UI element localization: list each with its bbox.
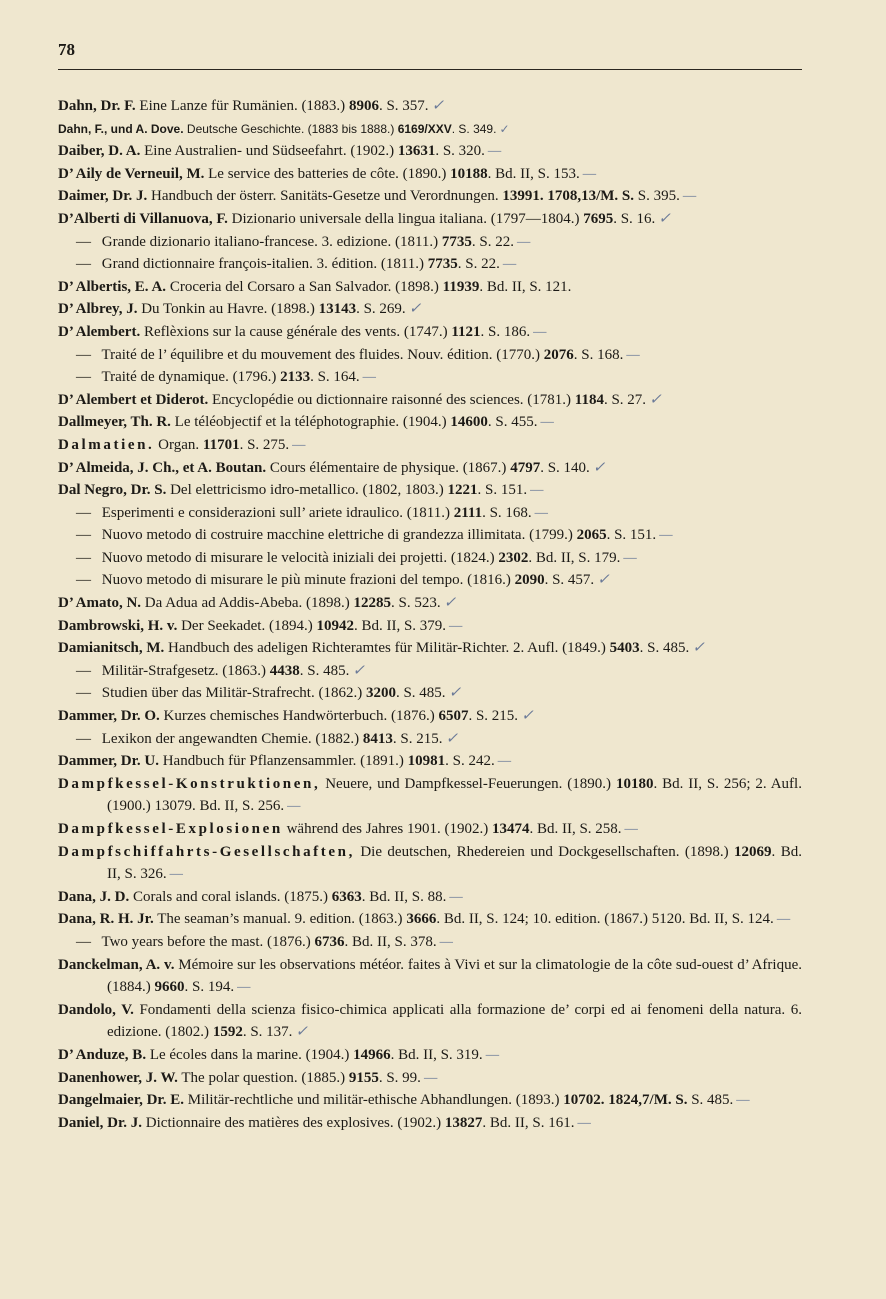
- entry-check-mark: ✓: [448, 685, 462, 702]
- catalog-entry: [58, 999, 802, 1044]
- entry-check-mark: —: [169, 866, 183, 883]
- entry-dash: —: [76, 662, 91, 679]
- entry-number: 1221: [447, 482, 478, 499]
- header-rule: [58, 69, 802, 70]
- entry-author: Dambrowski, H. v.: [58, 617, 178, 634]
- catalog-entry: [58, 118, 802, 141]
- entry-title: Eine Australien- und Südseefahrt. (1902.): [140, 143, 398, 160]
- entry-number: 7735: [441, 233, 472, 250]
- entry-reference: . S. 215.: [468, 708, 519, 725]
- entry-number: 10942: [316, 617, 354, 634]
- entry-reference: S. 485.: [687, 1092, 734, 1109]
- entry-title: Militär-rechtliche und militär-ethische Abhandlungen. (1893.): [183, 1092, 564, 1109]
- entry-title: Nuovo metodo di misurare le più minute frazioni del tempo. (1816.): [98, 572, 515, 589]
- entry-number: 10188: [450, 165, 488, 182]
- entry-check-mark: —: [659, 527, 673, 544]
- page-number: 78: [58, 40, 75, 59]
- entry-number: 14600: [450, 414, 488, 431]
- entry-author: Dana, J. D.: [58, 888, 130, 905]
- entry-reference: . S. 194.: [184, 979, 235, 996]
- entry-number: 2065: [576, 527, 607, 544]
- catalog-entry: [58, 95, 802, 118]
- entry-title: Two years before the mast. (1876.): [98, 933, 315, 950]
- entry-heading: Dampfschiffahrts-Gesellschaften,: [58, 843, 355, 860]
- entry-check-mark: ✓: [649, 391, 662, 408]
- entry-title: Lexikon der angewandten Chemie. (1882.): [98, 730, 363, 747]
- entry-check-mark: ✓: [499, 121, 510, 136]
- entry-title: Grand dictionnaire françois-italien. 3. édition. (1811.): [98, 256, 428, 273]
- catalog-entry: [58, 140, 802, 163]
- catalog-entry: [58, 637, 802, 660]
- catalog-entry: [58, 411, 802, 434]
- entry-reference: . S. 275.: [239, 436, 290, 453]
- entry-check-mark: —: [485, 1046, 500, 1063]
- entry-title: Le service des batteries de côte. (1890.): [204, 165, 451, 182]
- entry-check-mark: —: [533, 323, 547, 340]
- entry-number: 1592: [212, 1024, 243, 1041]
- catalog-entry: [58, 185, 802, 208]
- entry-number: 13827: [444, 1114, 483, 1131]
- catalog-entry: [58, 276, 802, 299]
- entry-title: Militär-Strafgesetz. (1863.): [98, 662, 270, 679]
- entry-dash: —: [76, 233, 91, 250]
- entry-author: D’ Alembert.: [58, 323, 141, 340]
- catalog-entry: [58, 682, 802, 705]
- entry-author: Dammer, Dr. U.: [58, 753, 159, 770]
- entry-dash: —: [76, 549, 91, 566]
- catalog-entry: [58, 728, 802, 751]
- entry-check-mark: —: [287, 798, 301, 815]
- entry-reference: . S. 269.: [356, 301, 406, 318]
- entry-author: Dana, R. H. Jr.: [58, 911, 154, 928]
- entry-check-mark: —: [534, 504, 549, 521]
- entry-check-mark: —: [577, 1114, 591, 1131]
- entry-author: Daimer, Dr. J.: [58, 188, 148, 205]
- entry-reference: . S. 140.: [540, 459, 590, 476]
- entry-check-mark: —: [423, 1069, 438, 1086]
- entry-author: Dahn, F., und A. Dove.: [58, 121, 184, 136]
- entry-reference: . Bd. II, S. 378.: [344, 933, 437, 950]
- entry-reference: . S. 485.: [395, 685, 446, 702]
- catalog-entry: [58, 298, 802, 321]
- entry-check-mark: —: [487, 143, 502, 160]
- entry-dash: —: [76, 369, 91, 386]
- entry-author: Dallmeyer, Th. R.: [58, 414, 171, 431]
- entry-author: Danckelman, A. v.: [58, 956, 175, 973]
- entry-reference: . S. 99.: [378, 1069, 421, 1086]
- entry-dash: —: [76, 730, 91, 747]
- entry-title: Studien über das Militär-Strafrecht. (1862.): [98, 685, 366, 702]
- catalog-entry: [58, 908, 802, 931]
- catalog-entry: [58, 569, 802, 592]
- catalog-entry: [58, 434, 802, 457]
- entry-dash: —: [76, 933, 91, 950]
- entry-author: D’ Amato, N.: [58, 595, 142, 612]
- catalog-entry: [58, 479, 802, 502]
- entry-number: 9660: [154, 979, 185, 996]
- entry-title: Handbuch des adeligen Richteramtes für Militär-Richter. 2. Aufl. (1849.): [164, 640, 610, 657]
- entry-title: Esperimenti e considerazioni sull’ ariete idraulico. (1811.): [98, 504, 454, 521]
- entry-heading: Dampfkessel-Explosionen: [58, 821, 283, 837]
- entry-author: D’ Albertis, E. A.: [58, 278, 167, 295]
- catalog-entry: [58, 954, 802, 999]
- entry-title: Du Tonkin au Havre. (1898.): [137, 301, 319, 318]
- entry-check-mark: ✓: [352, 662, 365, 679]
- entry-title: Deutsche Geschichte. (1883 bis 1888.): [183, 121, 398, 136]
- entry-check-mark: —: [516, 233, 531, 250]
- catalog-entry: [58, 750, 802, 773]
- entry-check-mark: —: [449, 617, 463, 634]
- entry-check-mark: ✓: [445, 730, 459, 747]
- entry-title: Cours élémentaire de physique. (1867.): [266, 459, 511, 476]
- entry-author: Damianitsch, M.: [58, 640, 165, 657]
- entry-reference: . S. 151.: [606, 527, 657, 544]
- entry-reference: . S. 457.: [544, 572, 595, 589]
- entry-number: 13631: [397, 143, 436, 160]
- entry-reference: . Bd. II, S. 326.: [107, 843, 802, 883]
- entry-author: D’ Alembert et Diderot.: [58, 391, 209, 408]
- entry-title: The seaman’s manual. 9. edition. (1863.): [153, 911, 407, 928]
- entry-check-mark: —: [439, 933, 453, 950]
- catalog-entry: [58, 705, 802, 728]
- entry-reference: . Bd. II, S. 88.: [361, 888, 447, 905]
- entry-reference: . S. 16.: [613, 210, 656, 227]
- entry-check-mark: ✓: [597, 572, 610, 589]
- entry-dash: —: [76, 527, 91, 544]
- entry-dash: —: [76, 346, 91, 363]
- entry-check-mark: —: [530, 482, 544, 499]
- entry-reference: . S. 215.: [392, 730, 443, 747]
- entry-reference: . Bd. II, S. 161.: [482, 1114, 575, 1131]
- entry-number: 11701: [202, 436, 240, 453]
- entry-number: 9155: [348, 1069, 379, 1086]
- entry-title: Eine Lanze für Rumänien. (1883.): [135, 98, 349, 114]
- entry-heading: Dampfkessel-Konstruktionen,: [58, 775, 321, 792]
- catalog-entry: [58, 321, 802, 344]
- entry-check-mark: —: [682, 188, 697, 205]
- entry-check-mark: —: [362, 369, 376, 386]
- entry-author: Danenhower, J. W.: [58, 1069, 178, 1086]
- entry-number: 2133: [280, 369, 311, 386]
- entry-reference: S. 395.: [634, 188, 680, 205]
- catalog-entry: [58, 208, 802, 231]
- entry-check-mark: —: [582, 165, 597, 182]
- entry-reference: . S. 168.: [482, 504, 532, 521]
- entry-check-mark: —: [624, 821, 638, 837]
- entry-title: Fondamenti della scienza fisico-chimica applicati alla formazione de’ corpi ed ai fenomeni della natura. 6. edizione. (1802.): [107, 1001, 802, 1041]
- entry-author: D’ Albrey, J.: [58, 301, 138, 318]
- entry-check-mark: ✓: [431, 98, 445, 114]
- entry-title: Reflèxions sur la cause générale des vents. (1747.): [140, 323, 452, 340]
- entry-author: Dandolo, V.: [58, 1001, 134, 1018]
- entry-reference: . Bd. II, S. 379.: [353, 617, 447, 634]
- entry-check-mark: —: [736, 1092, 750, 1109]
- entry-check-mark: —: [502, 256, 517, 273]
- entry-number: 10180: [615, 775, 654, 792]
- entry-check-mark: —: [540, 414, 554, 431]
- entry-reference: . S. 485.: [299, 662, 350, 679]
- entry-check-mark: —: [623, 549, 637, 566]
- entry-author: D’Alberti di Villanuova, F.: [58, 210, 228, 227]
- entry-check-mark: ✓: [692, 640, 705, 657]
- entry-author: Dal Negro, Dr. S.: [58, 482, 167, 499]
- entry-reference: . S. 320.: [435, 143, 485, 160]
- entry-reference: . S. 349.: [451, 121, 497, 136]
- entry-reference: . Bd. II, S. 179.: [528, 549, 621, 566]
- entry-reference: . S. 164.: [310, 369, 360, 386]
- entry-reference: . S. 22.: [471, 233, 514, 250]
- entry-title: Traité de dynamique. (1796.): [98, 369, 281, 386]
- entry-title: Del elettricismo idro-metallico. (1802, 1803.): [166, 482, 448, 499]
- catalog-entry: [58, 163, 802, 186]
- entry-title: Dizionario universale della lingua italiana. (1797—1804.): [227, 210, 584, 227]
- entry-check-mark: ✓: [521, 708, 534, 725]
- entry-title: Le téléobjectif et la téléphotographie. (1904.): [170, 414, 451, 431]
- entry-number: 6736: [314, 933, 345, 950]
- entry-dash: —: [76, 572, 91, 589]
- entry-number: 1184: [574, 391, 604, 408]
- entry-check-mark: —: [292, 436, 306, 453]
- entry-check-mark: —: [497, 753, 512, 770]
- entry-reference: . S. 242.: [445, 753, 495, 770]
- entry-number: 5403: [609, 640, 640, 657]
- entry-title: Nuovo metodo di misurare le velocità iniziali dei projetti. (1824.): [98, 549, 499, 566]
- entry-reference: . S. 137.: [242, 1024, 293, 1041]
- entry-title: Croceria del Corsaro a San Salvador. (1898.): [166, 278, 443, 295]
- entry-reference: . S. 485.: [639, 640, 690, 657]
- entry-title: The polar question. (1885.): [177, 1069, 349, 1086]
- entry-check-mark: —: [626, 346, 640, 363]
- entry-dash: —: [76, 256, 91, 273]
- entry-title: Encyclopédie ou dictionnaire raisonné des sciences. (1781.): [208, 391, 575, 408]
- entry-reference: . S. 186.: [480, 323, 531, 340]
- entry-title: Nuovo metodo di costruire macchine elettriche di grandezza illimitata. (1799.): [98, 527, 577, 544]
- entry-reference: . S. 357.: [378, 98, 429, 114]
- entry-reference: . Bd. II, S. 256; 2. Aufl. (1900.) 13079. Bd. II, S. 256.: [107, 775, 802, 815]
- catalog-entry: [58, 457, 802, 480]
- entry-title: Dictionnaire des matières des explosives. (1902.): [142, 1114, 445, 1131]
- entry-reference: . S. 455.: [487, 414, 538, 431]
- entry-check-mark: ✓: [658, 210, 671, 227]
- entry-number: 4797: [510, 459, 541, 476]
- entry-reference: . Bd. II, S. 124; 10. edition. (1867.) 5120. Bd. II, S. 124.: [436, 911, 774, 928]
- entry-title: während des Jahres 1901. (1902.): [282, 821, 492, 837]
- entry-number: 10981: [407, 753, 446, 770]
- catalog-entry: [58, 660, 802, 683]
- catalog-entry: [58, 592, 802, 615]
- entry-author: Daniel, Dr. J.: [58, 1114, 143, 1131]
- entry-number: 6507: [438, 708, 469, 725]
- entry-author: D’ Anduze, B.: [58, 1046, 147, 1063]
- entry-author: Daiber, D. A.: [58, 143, 141, 160]
- entry-number: 11939: [442, 278, 480, 295]
- entry-title: Da Adua ad Addis-Abeba. (1898.): [141, 595, 354, 612]
- entry-check-mark: ✓: [592, 459, 606, 476]
- entry-number: 2076: [543, 346, 574, 363]
- entry-check-mark: ✓: [408, 301, 422, 318]
- entry-author: D’ Aily de Verneuil, M.: [58, 165, 205, 182]
- entry-number: 7735: [427, 256, 458, 273]
- entry-reference: . S. 523.: [391, 595, 441, 612]
- entry-number: 6169/XXV: [397, 121, 452, 136]
- entry-number: 10702. 1824,7/M. S.: [563, 1092, 688, 1109]
- entry-reference: . S. 27.: [603, 391, 647, 408]
- entry-reference: . S. 151.: [477, 482, 528, 499]
- entry-number: 13474: [491, 821, 530, 837]
- entry-number: 2302: [498, 549, 529, 566]
- entry-reference: . Bd. II, S. 153.: [487, 165, 580, 182]
- entry-number: 8413: [362, 730, 393, 747]
- entry-title: Traité de l’ équilibre et du mouvement des fluides. Nouv. édition. (1770.): [98, 346, 544, 363]
- entry-author: Dammer, Dr. O.: [58, 708, 160, 725]
- entry-number: 2111: [453, 504, 483, 521]
- catalog-entry: [58, 1067, 802, 1090]
- entry-number: 13991. 1708,13/M. S.: [502, 188, 635, 205]
- entry-check-mark: —: [237, 979, 251, 996]
- catalog-entry: [58, 231, 802, 254]
- entry-title: Grande dizionario italiano-francese. 3. edizione. (1811.): [98, 233, 442, 250]
- catalog-entry: [58, 1089, 802, 1112]
- entry-number: 4438: [269, 662, 300, 679]
- entry-author: D’ Almeida, J. Ch., et A. Boutan.: [58, 459, 267, 476]
- catalog-entry: [58, 931, 802, 954]
- entry-number: 13143: [318, 301, 357, 318]
- entry-reference: . Bd. II, S. 319.: [390, 1046, 483, 1063]
- catalog-entry: [58, 773, 802, 818]
- entry-number: 3200: [365, 685, 396, 702]
- entry-title: Kurzes chemisches Handwörterbuch. (1876.): [159, 708, 439, 725]
- catalog-entry: [58, 1112, 802, 1135]
- catalog-entry: [58, 524, 802, 547]
- entry-number: 6363: [331, 888, 362, 905]
- entry-number: 2090: [514, 572, 545, 589]
- entry-check-mark: ✓: [295, 1024, 308, 1041]
- entry-reference: . S. 168.: [573, 346, 624, 363]
- catalog-entry: [58, 547, 802, 570]
- entry-number: 8906: [348, 98, 379, 114]
- entry-number: 1121: [451, 323, 481, 340]
- catalog-entry: [58, 886, 802, 909]
- entry-title: Der Seekadet. (1894.): [177, 617, 317, 634]
- entry-title: Handbuch für Pflanzensammler. (1891.): [158, 753, 408, 770]
- entry-dash: —: [76, 504, 91, 521]
- entry-title: Handbuch der österr. Sanitäts-Gesetze und Verordnungen.: [147, 188, 503, 205]
- entry-author: Dahn, Dr. F.: [58, 98, 136, 114]
- entry-number: 12285: [353, 595, 392, 612]
- entry-heading: Dalmatien.: [58, 436, 155, 453]
- entry-title: Organ.: [154, 436, 203, 453]
- entry-list: [58, 95, 802, 1134]
- entry-title: Mémoire sur les observations météor. faites à Vivi et sur la climatologie de la côte sud-ouest d’ Afrique. (1884.): [107, 956, 802, 996]
- entry-reference: . Bd. II, S. 121.: [479, 278, 572, 295]
- catalog-entry: [58, 1044, 802, 1067]
- entry-number: 14966: [353, 1046, 391, 1063]
- entry-title: Le écoles dans la marine. (1904.): [146, 1046, 354, 1063]
- entry-number: 12069: [734, 843, 772, 860]
- entry-number: 3666: [406, 911, 437, 928]
- catalog-entry: [58, 818, 802, 841]
- catalog-entry: [58, 841, 802, 886]
- entry-reference: . Bd. II, S. 258.: [529, 821, 622, 837]
- entry-check-mark: —: [449, 888, 463, 905]
- catalog-entry: [58, 389, 802, 412]
- entry-check-mark: —: [776, 911, 791, 928]
- entry-reference: . S. 22.: [457, 256, 500, 273]
- catalog-entry: [58, 366, 802, 389]
- entry-title: Neuere, und Dampfkessel-Feuerungen. (1890.): [320, 775, 616, 792]
- catalog-entry: [58, 502, 802, 525]
- catalog-entry: [58, 615, 802, 638]
- entry-number: 7695: [583, 210, 614, 227]
- entry-check-mark: ✓: [443, 595, 457, 612]
- catalog-entry: [58, 344, 802, 367]
- entry-author: Dangelmaier, Dr. E.: [58, 1092, 184, 1109]
- entry-title: Die deutschen, Rhedereien und Dockgesellschaften. (1898.): [354, 843, 735, 860]
- entry-title: Corals and coral islands. (1875.): [129, 888, 332, 905]
- catalog-entry: [58, 253, 802, 276]
- entry-dash: —: [76, 685, 91, 702]
